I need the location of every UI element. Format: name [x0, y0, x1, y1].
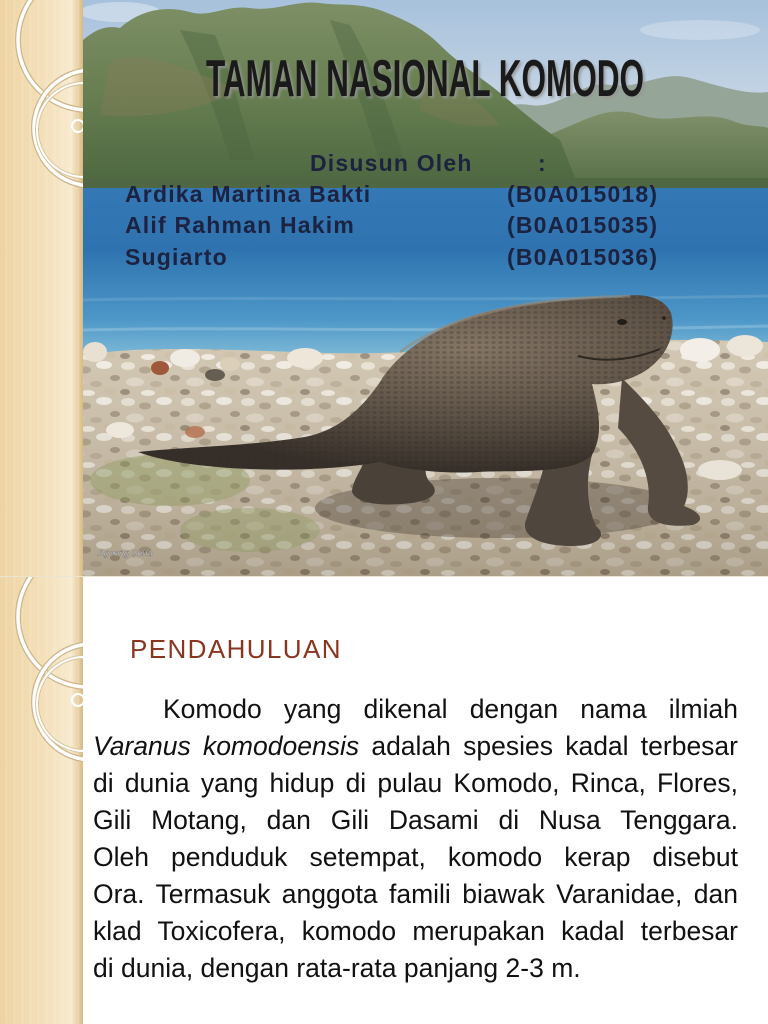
- paragraph-line: Ora. Termasuk anggota famili biawak Varanidae, dan: [93, 879, 738, 909]
- ring: [18, 0, 83, 110]
- decorative-side-strip: [0, 0, 83, 576]
- rock: [727, 335, 763, 357]
- author-id: (B0A015018): [507, 181, 659, 207]
- paragraph-line: di dunia, dengan rata-rata panjang 2-3 m.: [93, 953, 581, 983]
- section-heading: PENDAHULUAN: [130, 634, 342, 664]
- intro-paragraph: [93, 691, 738, 987]
- scientific-name: Varanus komodoensis: [93, 731, 360, 761]
- paragraph-line: Gili Motang, dan Gili Dasami di Nusa Tenggara.: [93, 805, 738, 835]
- paragraph-line: klad Toxicofera, komodo merupakan kadal terbesar: [93, 916, 738, 946]
- rock: [170, 349, 200, 367]
- rock: [698, 460, 742, 480]
- rock: [680, 338, 720, 362]
- ring-decoration: [0, 0, 83, 576]
- paragraph-line: Komodo yang dikenal dengan nama ilmiah: [163, 694, 738, 724]
- paragraph-line: [93, 728, 738, 765]
- eye: [617, 319, 627, 325]
- rock: [220, 357, 240, 371]
- nostril: [662, 316, 666, 320]
- ring-outline: [18, 0, 83, 110]
- ring-decoration: [0, 577, 83, 1024]
- small-ring: [72, 120, 83, 132]
- author-name: Ardika Martina Bakti: [125, 181, 372, 207]
- authors-heading-colon: :: [538, 150, 547, 176]
- decorative-side-strip: [0, 577, 83, 1024]
- rock: [185, 426, 205, 438]
- intro-slide: [0, 576, 768, 1024]
- paragraph-line: Oleh penduduk setempat, komodo kerap disebut: [93, 842, 738, 872]
- slide-title: TAMAN NASIONAL KOMODO: [205, 48, 645, 108]
- cloud: [640, 20, 760, 40]
- author-name: Sugiarto: [125, 244, 228, 270]
- rock: [83, 342, 107, 362]
- small-ring: [72, 694, 83, 706]
- authors-heading: Disusun Oleh: [310, 150, 473, 176]
- author-name: Alif Rahman Hakim: [125, 212, 356, 238]
- paragraph-line: di dunia yang hidup di pulau Komodo, Rinca, Flores,: [93, 768, 738, 798]
- author-id: (B0A015036): [507, 244, 659, 270]
- rock: [106, 422, 134, 438]
- grass-patch: [180, 508, 320, 552]
- author-id: (B0A015035): [507, 212, 659, 238]
- rock: [205, 369, 225, 381]
- paragraph-line-text: adalah spesies kadal terbesar: [371, 731, 738, 761]
- rock: [287, 348, 323, 368]
- rock: [151, 361, 169, 375]
- photo-watermark: Agoeng Sena: [98, 548, 153, 558]
